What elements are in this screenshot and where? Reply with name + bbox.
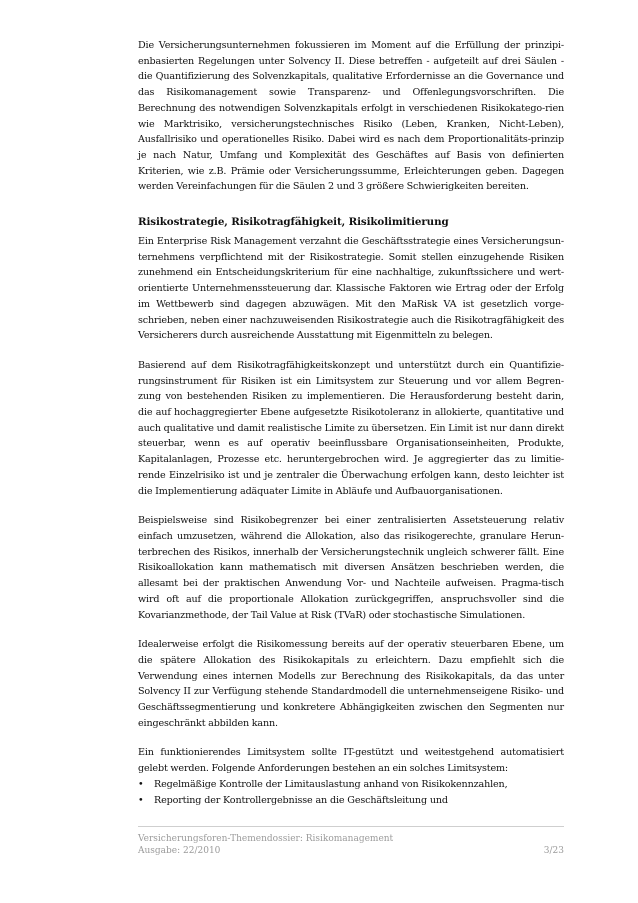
bullet-marker: • <box>138 794 144 806</box>
requirements-list <box>138 777 564 808</box>
paragraph-erm: Ein Enterprise Risk Management verzahnt die Geschäftsstrategie eines Versicherungsun-ternehmens verpflichtend mit der Risikostrategie. Somit stellen einzugehende Risiken zunehmend ein Entscheidungskriterium für eine nachhaltige, zukunftssichere und wert-orientierte Unternehmenssteuerung dar. Klassische Faktoren wie Ertrag oder der Erfolg im Wettbewerb sind dagegen abzuwägen. Mit den MaRisk VA ist gesetzlich vorge-schrieben, neben einer nachzuweisenden Risikostrategie auch die Risikotragfähigkeit des Versicherers durch ausreichende Ausstattung mit Eigenmitteln zu belegen. <box>138 236 564 342</box>
paragraph-solvency: Die Versicherungsunternehmen fokussieren im Moment auf die Erfüllung der prinzipi-enbasierten Regelungen unter Solvency II. Diese betreffen - aufgeteilt auf drei Säulen - die Quantifizierung des Solvenzkapitals, qualitative Erfordernisse an die Governance und das Risikomanagement sowie Transparenz- und Offenlegungsvorschriften. Die Berechnung des notwendigen Solvenzkapitals erfolgt in verschiedenen Risikokatego-rien wie Marktrisiko, versicherungstechnisches Risiko (Leben, Kranken, Nicht-Leben), Ausfallrisiko und operationelles Risiko. Dabei wird es nach dem Proportionalitäts-prinzip je nach Natur, Umfang und Komplexität des Geschäftes auf Basis von definierten Kriterien, wie z.B. Prämie oder Versicherungssumme, Erleichterungen geben. Dagegen werden Vereinfachungen für die Säulen 2 und 3 größere Schwierigkeiten bereiten. <box>138 40 564 193</box>
paragraph-limitsystem: Basierend auf dem Risikotragfähigkeitskonzept und unterstützt durch ein Quantifizie-rungsinstrument für Risiken ist ein Limitsystem zur Steuerung und vor allem Begren-zung von bestehenden Risiken zu implementieren. Die Herausforderung besteht darin, die auf hochaggregierter Ebene aufgesetzte Risikotoleranz in allokierte, quantitative und auch qualitative und damit realistische Limite zu übersetzen. Ein Limit ist nur dann direkt steuerbar, wenn es auf operativ beeinflussbare Organisationseinheiten, Produkte, Kapitalanlagen, Prozesse etc. heruntergebrochen wird. Je aggregierter das zu limitie-rende Einzelrisiko ist und je zentraler die Überwachung erfolgen kann, desto leichter ist die Implementierung adäquater Limite in Abläufe und Aufbauorganisationen. <box>138 359 564 497</box>
list-item <box>138 793 564 809</box>
list-item-text: Regelmäßige Kontrolle der Limitauslastung anhand von Risikokennzahlen, <box>154 778 508 790</box>
footer-issue: Ausgabe: 22/2010 <box>138 846 221 856</box>
section-heading: Risikostrategie, Risikotragfähigkeit, Risikolimitierung <box>138 216 449 229</box>
bullet-marker: • <box>138 778 144 790</box>
page-number: 3/23 <box>543 846 564 856</box>
list-item <box>138 777 564 793</box>
paragraph-requirements: Ein funktionierendes Limitsystem sollte IT-gestützt und weitestgehend automatisiert gelebt werden. Folgende Anforderungen bestehen an ein solches Limitsystem: <box>138 747 564 775</box>
list-item-text: Reporting der Kontrollergebnisse an die Geschäftsleitung und <box>154 794 448 806</box>
document-body <box>138 38 564 808</box>
page-footer <box>138 826 564 857</box>
paragraph-risk-measurement: Idealerweise erfolgt die Risikomessung bereits auf der operativ steuerbaren Ebene, um die spätere Allokation des Risikokapitals zu erleichtern. Dazu empfiehlt sich die Verwendung eines internen Modells zur Berechnung des Risikokapitals, da das unter Solvency II zur Verfügung stehende Standardmodell die unternehmenseigene Risiko- und Geschäftssegmentierung und konkretere Abhängigkeiten zwischen den Segmenten nur eingeschränkt abbilden kann. <box>138 639 564 729</box>
paragraph-allocation: Beispielsweise sind Risikobegrenzer bei einer zentralisierten Assetsteuerung relativ einfach umzusetzen, während die Allokation, also das risikogerechte, granulare Herun-terbrechen des Risikos, innerhalb der Versicherungstechnik ungleich schwerer fällt. Eine Risikoallokation kann mathematisch mit diversen Ansätzen beschrieben werden, die allesamt bei der praktischen Anwendung Vor- und Nachteile aufweisen. Pragma-tisch wird oft auf die proportionale Allokation zurückgegriffen, anspruchsvoller sind die Kovarianzmethode, der Tail Value at Risk (TVaR) oder stochastische Simulationen. <box>138 515 564 621</box>
footer-publication: Versicherungsforen-Themendossier: Risikomanagement <box>138 834 394 844</box>
